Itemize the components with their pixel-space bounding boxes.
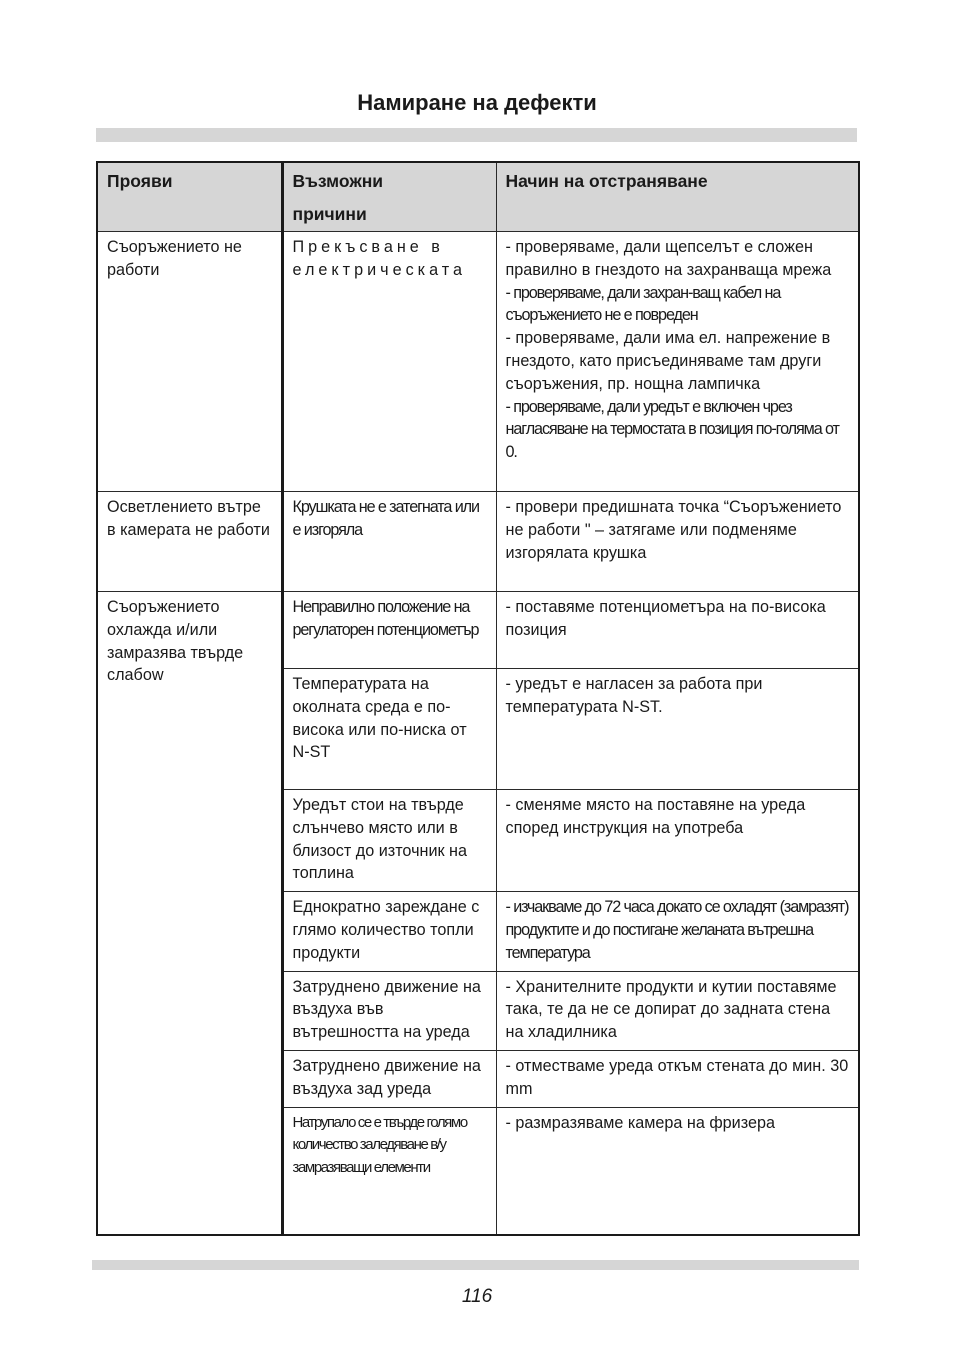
cause-cell xyxy=(282,232,496,492)
solution-cell xyxy=(496,790,859,892)
solution-cell xyxy=(496,232,859,492)
solution-cell xyxy=(496,892,859,971)
page-title: Намиране на дефекти xyxy=(357,90,597,115)
solution-line: - размразяваме камера на фризера xyxy=(505,1113,775,1132)
solution-line: - поставяме потенциометъра на по-висока позиция xyxy=(505,598,826,639)
table-row xyxy=(97,492,859,592)
cause-text: Прекъсване в електрическата xyxy=(292,238,466,279)
cause-cell: Натрупало се е твърде голямо количество заледяване в/у замразяващи елементи xyxy=(282,1107,496,1235)
solution-line: - отместваме уреда откъм стената до мин. 30 mm xyxy=(505,1056,849,1098)
solution-line: - изчакваме до 72 часа докато се охладят (замразят) продуктите и до постигане желаната вътрешна температура xyxy=(505,898,849,962)
troubleshooting-table xyxy=(96,161,860,1236)
table-row xyxy=(97,592,859,669)
table-header-row xyxy=(97,162,859,232)
header-causes: Възможни причини xyxy=(282,162,496,232)
solution-line: - Хранителните продукти и кутии поставяме така, те да не се допират до задната стена на хладилника xyxy=(505,977,837,1042)
solution-line: - сменяме място на поставяне на уреда според инструкция на употреба xyxy=(505,796,806,837)
header-symptoms: Прояви xyxy=(97,162,282,232)
solution-line: - проверяваме, дали уредът е включен чрез нагласяване на термостата в позиция по-голяма от 0. xyxy=(505,397,839,462)
solution-cell xyxy=(496,669,859,790)
solution-cell xyxy=(496,1107,859,1235)
solution-cell xyxy=(496,971,859,1050)
symptom-cell: Съоръжението охлажда и/или замразява твърде слабоw xyxy=(97,592,282,1236)
cause-cell: Уредът стои на твърде слънчево място или в близост до източник на топлина xyxy=(282,790,496,892)
solution-cell xyxy=(496,1050,859,1107)
cause-cell: Неправилно положение на регулаторен потенциометър xyxy=(282,592,496,669)
solution-line: - проверяваме, дали щепселът е сложен правилно в гнездото на захранваща мрежа xyxy=(505,238,832,279)
cause-cell: Затруднено движение на въздуха зад уреда xyxy=(282,1050,496,1107)
solution-cell xyxy=(496,592,859,669)
solution-line: - проверяваме, дали има ел. напрежение в гнездото, като присъединяваме там други съоръжения, пр. нощна лампичка xyxy=(505,329,831,393)
cause-cell: Затруднено движение на въздуха във вътрешността на уреда xyxy=(282,971,496,1050)
table-row xyxy=(97,232,859,492)
cause-cell: Температурата на околната среда е по-висока или по-ниска от N-ST xyxy=(282,669,496,790)
cause-cell: Крушката не е затегната или е изгоряла xyxy=(282,492,496,592)
solution-cell xyxy=(496,492,859,592)
cause-cell: Еднократно зареждане с глямо количество топли продукти xyxy=(282,892,496,971)
solution-line: - уредът е нагласен за работа при температурата N-ST. xyxy=(505,675,763,716)
symptom-cell: Съоръжението не работи xyxy=(97,232,282,492)
symptom-cell: Осветлението вътре в камерата не работи xyxy=(97,492,282,592)
solution-line: - проверяваме, дали захран-ващ кабел на съоръжението не е повреден xyxy=(505,283,781,325)
page-number: 116 xyxy=(461,1286,493,1307)
footer-divider-bar xyxy=(92,1260,859,1270)
solution-line: - провери предишната точка “Съоръжението не работи " – затягаме или подменяме изгорялата крушка xyxy=(505,498,842,562)
header-divider-bar xyxy=(96,128,857,142)
header-solutions: Начин на отстраняване xyxy=(496,162,859,232)
